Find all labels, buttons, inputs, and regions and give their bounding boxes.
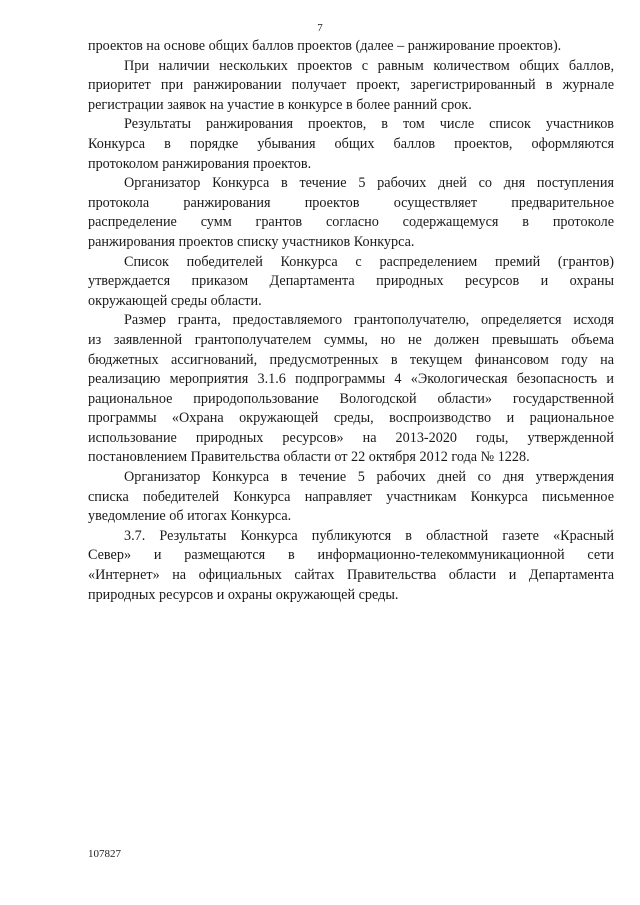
document-code: 107827 bbox=[88, 848, 121, 860]
text-line: Список победителей Конкурса с распределением премий (грантов) bbox=[124, 253, 614, 270]
text-line: бюджетных ассигнований, предусмотренных в текущем финансовом году на bbox=[88, 351, 614, 368]
text-line: ранжирования проектов списку участников Конкурса. bbox=[88, 233, 415, 250]
text-line: окружающей среды области. bbox=[88, 292, 262, 309]
text-line: «Интернет» на официальных сайтах Правительства области и Департамента bbox=[88, 567, 614, 584]
paragraph bbox=[88, 468, 614, 527]
paragraph bbox=[88, 311, 614, 468]
page-number: 7 bbox=[317, 22, 323, 34]
text-line: регистрации заявок на участие в конкурсе в более ранний срок. bbox=[88, 96, 472, 113]
text-line: программы «Охрана окружающей среды, воспроизводство и рациональное bbox=[88, 410, 614, 427]
text-line: рациональное природопользование Вологодской области» государственной bbox=[88, 390, 614, 407]
text-line: Организатор Конкурса в течение 5 рабочих дней со дня утверждения bbox=[124, 469, 614, 486]
paragraph bbox=[88, 115, 614, 174]
text-line: распределение сумм грантов согласно содержащемуся в протоколе bbox=[88, 214, 614, 231]
text-line: Конкурса в порядке убывания общих баллов проектов, оформляются bbox=[88, 135, 614, 152]
text-line: из заявленной грантополучателем суммы, но не должен превышать объема bbox=[88, 331, 614, 348]
text-line: Север» и размещаются в информационно-телекоммуникационной сети bbox=[88, 547, 614, 564]
document-body bbox=[88, 37, 614, 605]
text-line: приоритет при ранжировании получает проект, зарегистрированный в журнале bbox=[88, 77, 614, 94]
text-line: реализацию мероприятия 3.1.6 подпрограммы 4 «Экологическая безопасность и bbox=[88, 371, 614, 388]
paragraph bbox=[88, 527, 614, 605]
text-line: протоколом ранжирования проектов. bbox=[88, 155, 312, 172]
text-line: уведомление об итогах Конкурса. bbox=[88, 508, 292, 525]
text-line: 3.7. Результаты Конкурса публикуются в областной газете «Красный bbox=[124, 527, 614, 544]
text-line: При наличии нескольких проектов с равным количеством общих баллов, bbox=[124, 57, 614, 74]
paragraph bbox=[88, 253, 614, 312]
paragraph bbox=[88, 174, 614, 252]
text-line: проектов на основе общих баллов проектов (далее – ранжирование проектов). bbox=[88, 38, 562, 54]
text-line: Организатор Конкурса в течение 5 рабочих дней со дня поступления bbox=[124, 175, 614, 192]
text-line: утверждается приказом Департамента природных ресурсов и охраны bbox=[88, 273, 614, 290]
text-line: протокола ранжирования проектов осуществляет предварительное bbox=[88, 194, 614, 211]
paragraph bbox=[88, 37, 614, 57]
paragraph bbox=[88, 57, 614, 116]
text-line: использование природных ресурсов» на 2013-2020 годы, утвержденной bbox=[88, 429, 614, 446]
text-line: природных ресурсов и охраны окружающей среды. bbox=[88, 586, 399, 603]
text-line: Результаты ранжирования проектов, в том числе список участников bbox=[124, 116, 614, 133]
text-line: Размер гранта, предоставляемого грантополучателю, определяется исходя bbox=[124, 312, 614, 329]
text-line: постановлением Правительства области от 22 октября 2012 года № 1228. bbox=[88, 449, 530, 466]
text-line: списка победителей Конкурса направляет участникам Конкурса письменное bbox=[88, 488, 614, 505]
